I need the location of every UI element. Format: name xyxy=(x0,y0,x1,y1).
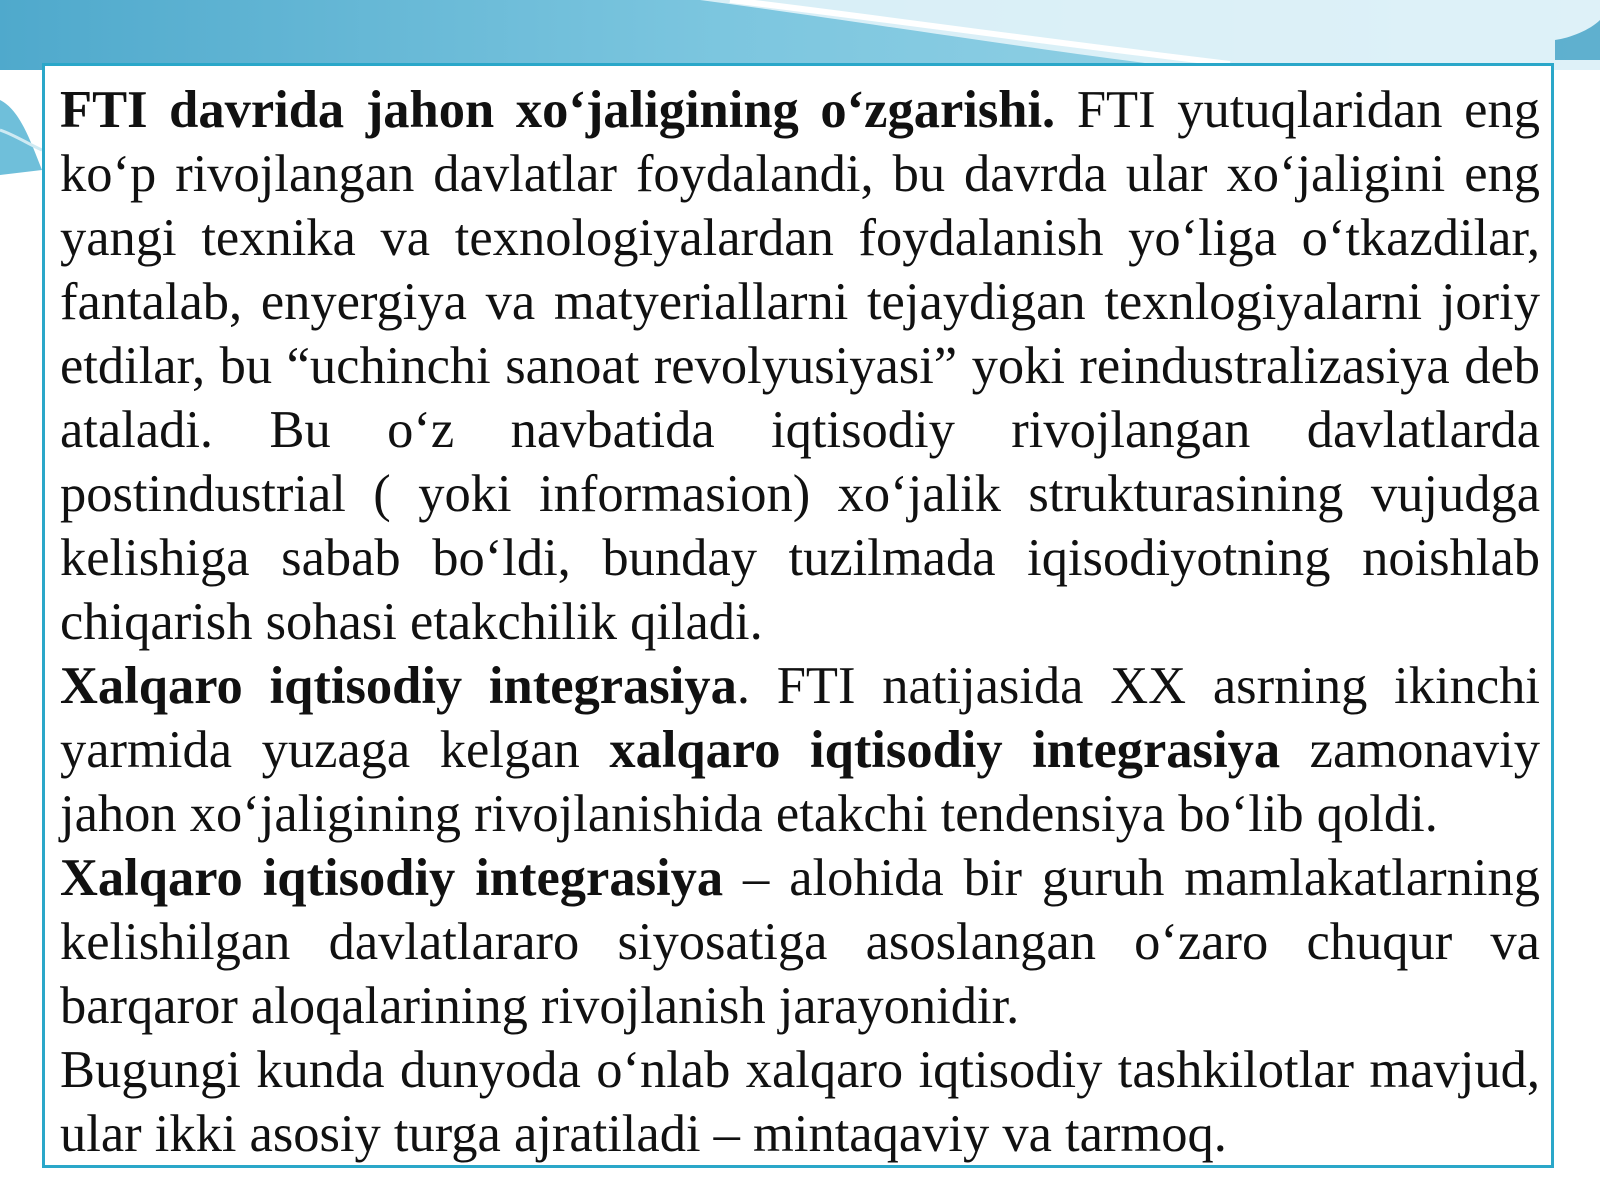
paragraph-integration-definition xyxy=(60,846,1540,1038)
paragraph-organizations xyxy=(60,1038,1540,1166)
paragraph-fti-changes xyxy=(60,78,1540,654)
paragraph-title: FTI davrida jahon xo‘jaligining o‘zgarishi. xyxy=(60,81,1056,139)
paragraph-body: . FTI natijasida XX asrning ikinchi yarmida yuzaga kelgan xyxy=(60,657,1540,779)
paragraph-title: Xalqaro iqtisodiy integrasiya xyxy=(60,849,724,907)
paragraph-body: FTI yutuqlaridan eng ko‘p rivojlangan davlatlar foydalandi, bu davrda ular xo‘jaligini eng yangi texnika va texnologiyalardan foydalanish yo‘liga o‘tkazdilar, fantalab, enyergiya va matyeriallarni tejaydigan texnlogiyalarni joriy etdilar, bu “uchinchi sanoat revolyusiyasi” yoki reindustralizasiya deb ataladi. Bu o‘z navbatida iqtisodiy rivojlangan davlatlarda postindustrial ( yoki informasion) xo‘jalik strukturasining vujudga kelishiga sabab bo‘ldi, bunday tuzilmada iqisodiyotning noishlab chiqarish sohasi etakchilik qiladi. xyxy=(60,81,1540,651)
paragraph-body: – alohida bir guruh mamlakatlarning kelishilgan davlatlararo siyosatiga asoslangan o‘zaro chuqur va barqaror aloqalarining rivojlanish jarayonidir. xyxy=(60,849,1540,1035)
slide-text-body xyxy=(60,78,1540,1166)
paragraph-title: Xalqaro iqtisodiy integrasiya xyxy=(60,657,737,715)
paragraph-body: Bugungi kunda dunyoda o‘nlab xalqaro iqtisodiy tashkilotlar mavjud, ular ikki asosiy turga ajratiladi – mintaqaviy va tarmoq. xyxy=(60,1041,1540,1163)
paragraph-integration-intro xyxy=(60,654,1540,846)
inline-bold-term: xalqaro iqtisodiy integrasiya xyxy=(609,721,1281,779)
paragraph-body: zamonaviy jahon xo‘jaligining rivojlanishida etakchi tendensiya bo‘lib qoldi. xyxy=(60,721,1540,843)
